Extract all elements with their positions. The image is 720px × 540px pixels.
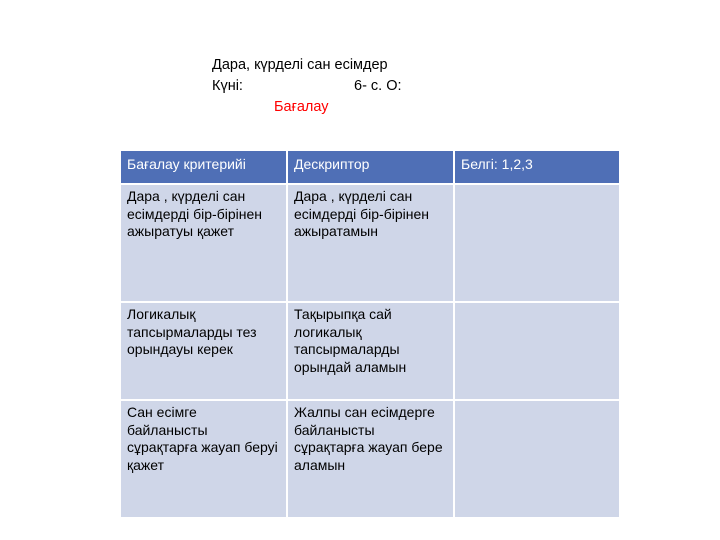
header-mark: Белгі: 1,2,3 [454, 150, 620, 184]
table-header-row [120, 150, 620, 184]
topic-title: Дара, күрделі сан есімдер [212, 57, 388, 73]
assessment-table [119, 149, 621, 519]
descriptor-cell: Жалпы сан есімдерге байланысты сұрақтарға жауап бере аламын [287, 400, 454, 518]
date-row [212, 76, 472, 97]
date-label: Күні: [212, 78, 243, 94]
mark-cell[interactable] [454, 184, 620, 302]
document-header [212, 55, 472, 115]
table-row [120, 302, 620, 400]
mark-cell[interactable] [454, 400, 620, 518]
criterion-cell: Дара , күрделі сан есімдерді бір-бірінен ажыратуы қажет [120, 184, 287, 302]
descriptor-cell: Дара , күрделі сан есімдерді бір-бірінен ажыратамын [287, 184, 454, 302]
section-title: Бағалау [274, 99, 329, 115]
table-row [120, 400, 620, 518]
header-descriptor: Дескриптор [287, 150, 454, 184]
table-row [120, 184, 620, 302]
lesson-number: 6- с. О: [354, 78, 402, 94]
mark-cell[interactable] [454, 302, 620, 400]
criterion-cell: Сан есімге байланысты сұрақтарға жауап беруі қажет [120, 400, 287, 518]
descriptor-cell: Тақырыпқа сай логикалық тапсырмаларды орындай аламын [287, 302, 454, 400]
header-criterion: Бағалау критерийі [120, 150, 287, 184]
criterion-cell: Логикалық тапсырмаларды тез орындауы керек [120, 302, 287, 400]
